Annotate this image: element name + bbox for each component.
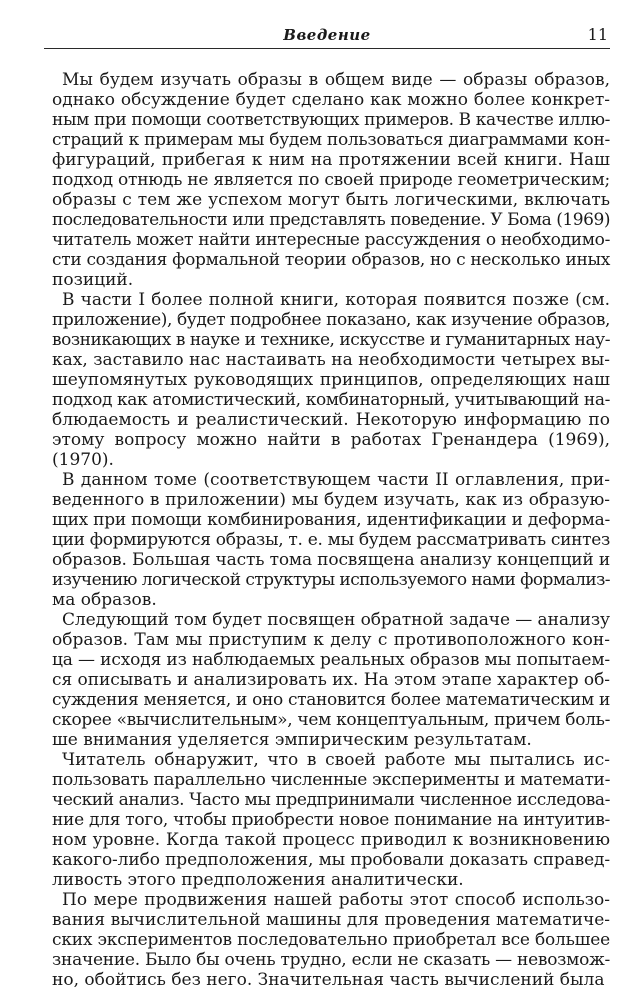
text-line: ном уровне. Когда такой процесс приводил к возникновению <box>52 830 610 850</box>
paragraph <box>52 290 610 470</box>
text-line: суждения меняется, и оно становится более математическим и <box>52 690 610 710</box>
text-line: возникающих в науке и технике, искусстве и гуманитарных нау- <box>52 330 610 350</box>
text-line: но, обойтись без него. Значительная часть вычислений была <box>52 970 605 990</box>
text-line: образов. Там мы приступим к делу с противоположного кон- <box>52 630 610 650</box>
text-line: ческий анализ. Часто мы предпринимали численное исследова- <box>52 790 610 810</box>
text-line: образы с тем же успехом могут быть логическими, включать <box>52 190 610 210</box>
text-line: блюдаемость и реалистический. Некоторую информацию по <box>52 410 610 430</box>
text-line: сти создания формальной теории образов, но с несколько иных <box>52 250 610 270</box>
text-line: подход как атомистический, комбинаторный, учитывающий на- <box>52 390 610 410</box>
text-line: (1970). <box>52 450 114 470</box>
text-line: В данном томе (соответствующем части II оглавления, при- <box>62 470 610 490</box>
paragraph <box>52 890 610 990</box>
text-line: ным при помощи соответствующих примеров. В качестве иллю- <box>52 110 610 130</box>
text-line: значение. Было бы очень трудно, если не сказать — невозмож- <box>52 950 610 970</box>
text-line: скорее «вычислительным», чем концептуальным, причем боль- <box>52 710 610 730</box>
text-line: щих при помощи комбинирования, идентификации и деформа- <box>52 510 610 530</box>
running-header <box>44 22 610 49</box>
page-number: 11 <box>587 25 608 44</box>
text-line: ца — исходя из наблюдаемых реальных образов мы попытаем- <box>52 650 610 670</box>
text-line: ние для того, чтобы приобрести новое понимание на интуитив- <box>52 810 610 830</box>
text-line: приложение), будет подробнее показано, как изучение образов, <box>52 310 610 330</box>
text-line: ма образов. <box>52 590 157 610</box>
text-line: ся описывать и анализировать их. На этом этапе характер об- <box>52 670 610 690</box>
text-line: Читатель обнаружит, что в своей работе мы пытались ис- <box>62 750 610 770</box>
text-line: образов. Большая часть тома посвящена анализу концепций и <box>52 550 610 570</box>
paragraph <box>52 70 610 290</box>
text-line: вания вычислительной машины для проведения математиче- <box>52 910 610 930</box>
text-line: однако обсуждение будет сделано как можно более конкрет- <box>52 90 610 110</box>
text-line: ции формируются образы, т. е. мы будем рассматривать синтез <box>52 530 610 550</box>
text-line: пользовать параллельно численные эксперименты и математи- <box>52 770 610 790</box>
paragraph <box>52 750 610 890</box>
text-line: ках, заставило нас настаивать на необходимости четырех вы- <box>52 350 610 370</box>
text-line: ских экспериментов последовательно приобретал все большее <box>52 930 610 950</box>
text-line: В части I более полной книги, которая появится позже (см. <box>62 290 610 310</box>
body-text <box>52 70 610 990</box>
text-line: ливость этого предположения аналитически. <box>52 870 464 890</box>
text-line: Следующий том будет посвящен обратной задаче — анализу <box>62 610 610 630</box>
text-line: читатель может найти интересные рассуждения о необходимо- <box>52 230 610 250</box>
text-line: позиций. <box>52 270 134 290</box>
text-line: По мере продвижения нашей работы этот способ использо- <box>62 890 610 910</box>
text-line: веденного в приложении) мы будем изучать, как из образую- <box>52 490 610 510</box>
text-line: шеупомянутых руководящих принципов, определяющих наш <box>52 370 610 390</box>
text-line: изучению логической структуры используемого нами формализ- <box>52 570 610 590</box>
text-line: последовательности или представлять поведение. У Бома (1969) <box>52 210 610 230</box>
text-line: Мы будем изучать образы в общем виде — образы образов, <box>62 70 610 90</box>
text-line: фигураций, прибегая к ним на протяжении всей книги. Наш <box>52 150 610 170</box>
text-line: подход отнюдь не является по своей природе геометрическим; <box>52 170 610 190</box>
text-line: страций к примерам мы будем пользоваться диаграммами кон- <box>52 130 610 150</box>
paragraph <box>52 470 610 610</box>
text-line: ше внимания уделяется эмпирическим результатам. <box>52 730 532 750</box>
text-line: какого-либо предположения, мы пробовали доказать справед- <box>52 850 610 870</box>
paragraph <box>52 610 610 750</box>
text-line: этому вопросу можно найти в работах Гренандера (1969), <box>52 430 610 450</box>
running-title: Введение <box>283 26 371 44</box>
